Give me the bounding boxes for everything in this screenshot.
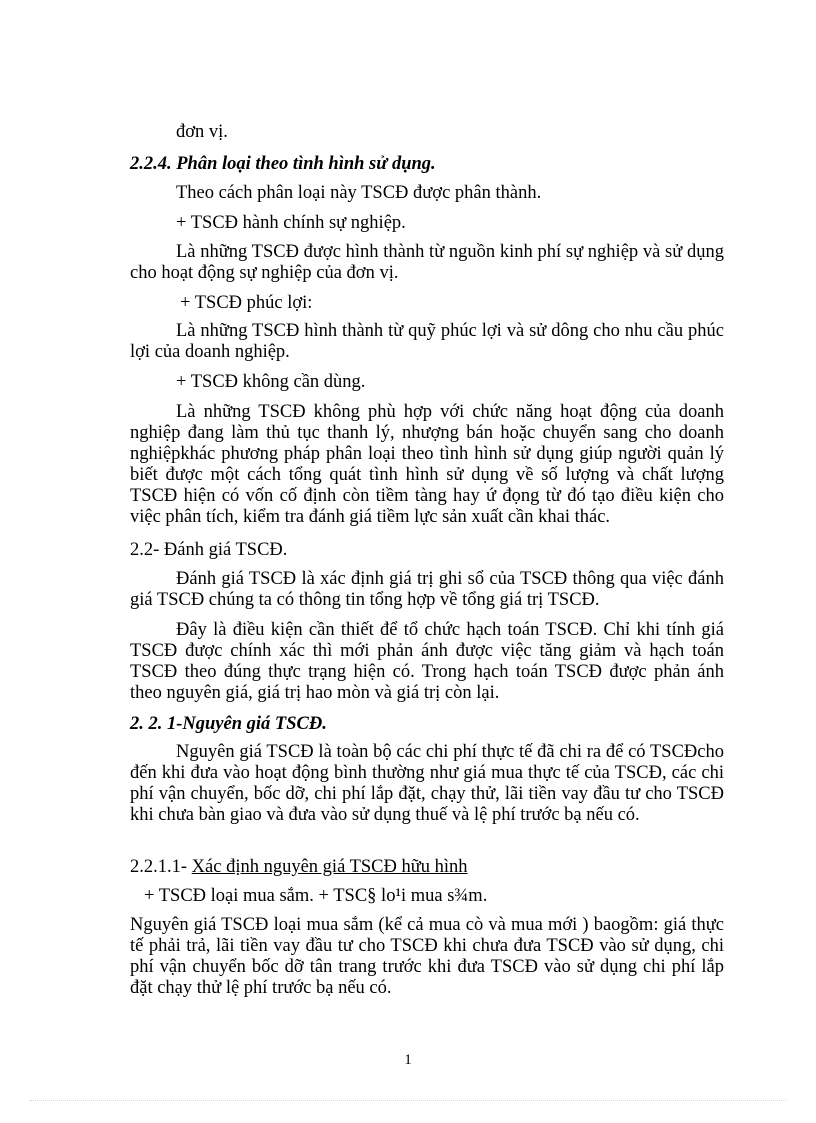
section-heading: 2. 2. 1-Nguyên giá TSCĐ. [130,714,327,734]
list-item: + TSCĐ hành chính sự nghiệp. [176,213,406,233]
paragraph: Là những TSCĐ không phù hợp với chức năng hoạt động của doanh nghiệp đang làm thủ tục thanh lý, nhượng bán hoặc chuyển sang cho doanh nghiệpkhác phương pháp phân loại theo tình hình sử dụng giúp người quản lý biết được một cách tổng quát tình hình sử dụng về số lượng và chất lượng TSCĐ hiện có vốn cố định còn tiềm tàng hay ứ đọng từ đó tạo điều kiện cho việc phân tích, kiểm tra đánh giá tiềm lực sản xuất cần khai thác. [130,402,724,527]
section-heading: 2.2.4. Phân loại theo tình hình sử dụng. [130,154,436,174]
list-item: + TSCĐ loại mua sắm. + TSC§ lo¹i mua s¾m. [144,886,488,906]
list-item: + TSCĐ phúc lợi: [180,293,313,313]
page-number: 1 [404,1052,412,1068]
subsection-title: Xác định nguyên giá TSCĐ hữu hình [191,857,468,877]
paragraph: Theo cách phân loại này TSCĐ được phân thành. [176,183,542,203]
footer-divider [30,1100,786,1101]
paragraph: Là những TSCĐ hình thành từ quỹ phúc lợi và sử dông cho nhu cầu phúc lợi của doanh nghiệp. [130,321,724,362]
paragraph: Nguyên giá TSCĐ loại mua sắm (kể cả mua cò và mua mới ) baogồm: giá thực tế phải trả, lãi tiền vay đầu tư cho TSCĐ khi chưa đưa TSCĐ vào sử dụng, chi phí vận chuyển bốc dỡ tân trang trước khi đưa TSCĐ vào sử dụng chi phí lắp đặt chạy thử lệ phí trước bạ nếu có. [130,915,724,998]
section-heading: 2.2- Đánh giá TSCĐ. [130,540,288,560]
paragraph: Đây là điều kiện cần thiết để tổ chức hạch toán TSCĐ. Chỉ khi tính giá TSCĐ được chính xác thì mới phản ánh được việc tăng giảm và hạch toán TSCĐ theo đúng thực trạng hiện có. Trong hạch toán TSCĐ được phản ánh theo nguyên giá, giá trị hao mòn và giá trị còn lại. [130,620,724,703]
paragraph: Nguyên giá TSCĐ là toàn bộ các chi phí thực tế đã chi ra để có TSCĐcho đến khi đưa vào hoạt động bình thường như giá mua thực tế của TSCĐ, các chi phí vận chuyển, bốc dỡ, chi phí lắp đặt, chạy thử, lãi tiền vay đầu tư cho TSCĐ khi chưa bàn giao và đưa vào sử dụng thuế và lệ phí trước bạ nếu có. [130,742,724,825]
list-item: + TSCĐ không cần dùng. [176,372,366,392]
subsection-number: 2.2.1.1- [130,857,192,877]
paragraph: Là những TSCĐ được hình thành từ nguồn kinh phí sự nghiệp và sử dụng cho hoạt động sự nghiệp của đơn vị. [130,242,724,283]
paragraph: Đánh giá TSCĐ là xác định giá trị ghi sổ của TSCĐ thông qua việc đánh giá TSCĐ chúng ta có thông tin tổng hợp về tổng giá trị TSCĐ. [130,569,724,610]
subsection-heading [130,857,724,878]
paragraph: đơn vị. [176,122,228,142]
